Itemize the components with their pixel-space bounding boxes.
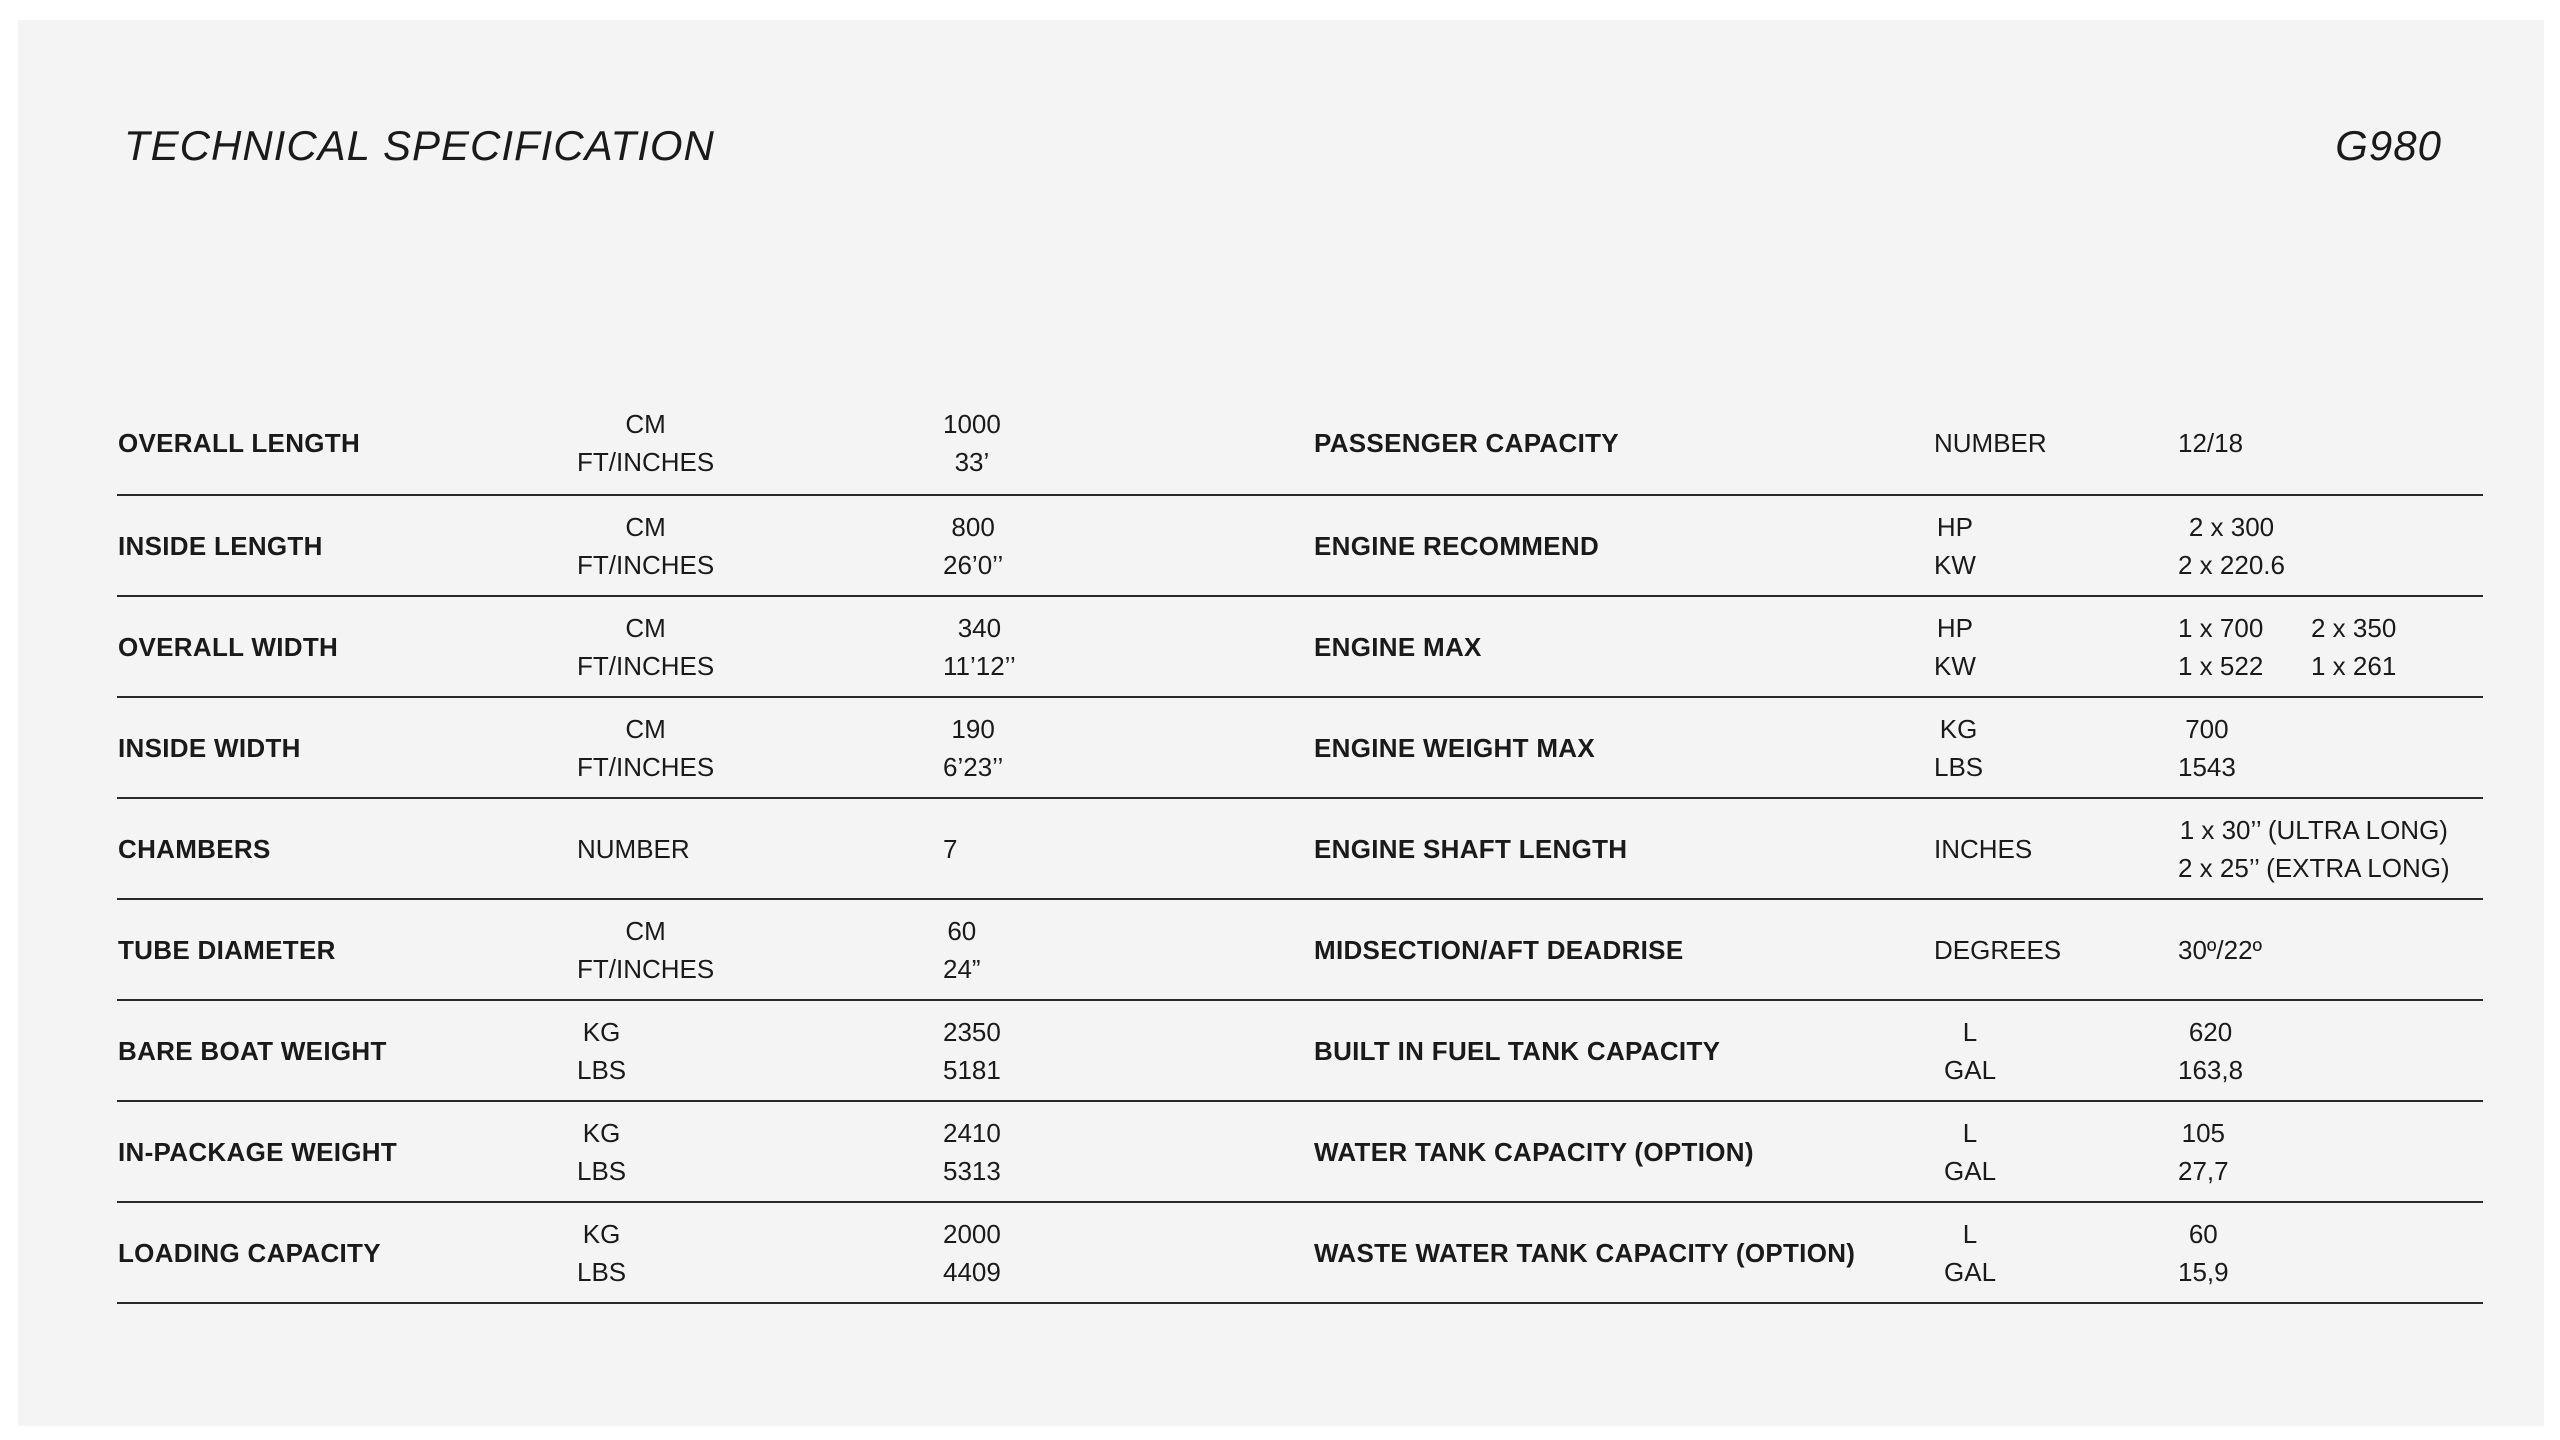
unit-text: CM [625, 511, 666, 542]
unit-text: HP [1936, 612, 1973, 643]
value-text: 5313 [943, 1155, 1001, 1186]
unit-text: CM [625, 409, 666, 439]
spec-units [577, 496, 714, 595]
spec-label: IN-PACKAGE WEIGHT [118, 1136, 398, 1167]
value-text: 1543 [2178, 751, 2236, 782]
spec-units [577, 698, 714, 797]
value-text: 190 [951, 713, 995, 744]
value-text: 1 x 261 [2311, 650, 2397, 681]
spec-values [943, 1102, 1001, 1201]
spec-units [577, 597, 714, 696]
spec-units [1934, 1203, 1996, 1302]
spec-units [577, 1001, 626, 1100]
value-text: 800 [951, 511, 995, 542]
value-text: 2000 [943, 1218, 1001, 1249]
spec-row [117, 597, 2483, 698]
spec-row [117, 1001, 2483, 1102]
spec-table [117, 392, 2483, 1304]
spec-row [117, 799, 2483, 900]
spec-units [577, 1203, 626, 1302]
unit-text: KW [1934, 650, 1976, 681]
value-text: 6’23’’ [943, 751, 1004, 782]
spec-values [2178, 1203, 2229, 1302]
value-text: 27,7 [2178, 1155, 2229, 1186]
value-text: 1 x 30’’ (ULTRA LONG) [2179, 814, 2448, 845]
spec-units [1934, 392, 2047, 494]
value-text: 1 x 522 [2178, 650, 2264, 681]
spec-label: INSIDE LENGTH [118, 530, 323, 561]
spec-values [943, 1203, 1001, 1302]
spec-label: OVERALL LENGTH [118, 428, 361, 458]
value-text: 5181 [943, 1054, 1001, 1085]
spec-units [577, 1102, 626, 1201]
unit-text: FT/INCHES [577, 650, 715, 681]
unit-text: CM [625, 915, 666, 946]
spec-units [1934, 496, 1976, 595]
spec-values [943, 1001, 1001, 1100]
unit-text: FT/INCHES [577, 751, 715, 782]
spec-row [117, 698, 2483, 799]
value-text: 60 [2188, 1218, 2218, 1249]
spec-label: WATER TANK CAPACITY (OPTION) [1314, 1136, 1754, 1167]
unit-text: KG [582, 1117, 621, 1148]
spec-values [2178, 900, 2262, 999]
value-text: 33’ [954, 447, 990, 477]
value-text: 163,8 [2178, 1054, 2244, 1085]
unit-text: FT/INCHES [577, 447, 715, 477]
unit-text: NUMBER [1934, 428, 2047, 458]
spec-label: ENGINE MAX [1314, 631, 1482, 662]
value-text: 26’0’’ [943, 549, 1004, 580]
spec-label: WASTE WATER TANK CAPACITY (OPTION) [1314, 1237, 1856, 1268]
spec-values [943, 597, 1016, 696]
spec-values [2178, 799, 2450, 898]
spec-values [2178, 1001, 2243, 1100]
spec-row [117, 900, 2483, 1001]
value-text: 105 [2181, 1117, 2225, 1148]
value-text: 620 [2188, 1016, 2233, 1047]
value-text: 1 x 700 [2178, 612, 2264, 643]
spec-label: BUILT IN FUEL TANK CAPACITY [1314, 1035, 1721, 1066]
unit-text: GAL [1944, 1054, 1997, 1085]
value-text: 2 x 25’’ (EXTRA LONG) [2178, 852, 2450, 883]
spec-units [1934, 1102, 1996, 1201]
page-title: TECHNICAL SPECIFICATION [124, 122, 715, 169]
value-text: 24” [943, 953, 981, 984]
spec-values [943, 496, 1003, 595]
unit-text: LBS [577, 1054, 627, 1085]
value-text: 2350 [943, 1016, 1001, 1047]
spec-row [117, 392, 2483, 496]
spec-values [2178, 392, 2243, 494]
unit-text: DEGREES [1934, 934, 2062, 965]
spec-label: OVERALL WIDTH [118, 631, 339, 662]
spec-label: PASSENGER CAPACITY [1314, 428, 1619, 458]
spec-label: INSIDE WIDTH [118, 732, 301, 763]
unit-text: HP [1936, 511, 1973, 542]
unit-text: LBS [577, 1256, 627, 1287]
unit-text: KG [1939, 713, 1978, 744]
value-text: 1000 [943, 409, 1001, 439]
value-pair [2178, 647, 2396, 685]
spec-sheet [18, 20, 2544, 1426]
value-text: 340 [957, 612, 1002, 643]
value-text: 700 [2185, 713, 2229, 744]
unit-text: L [1962, 1016, 1978, 1047]
unit-text: LBS [577, 1155, 627, 1186]
spec-units [1934, 597, 1976, 696]
value-text: 30º/22º [2178, 934, 2263, 965]
spec-units [1934, 900, 2061, 999]
spec-label: CHAMBERS [118, 833, 271, 864]
spec-values [2178, 698, 2236, 797]
unit-text: CM [625, 612, 666, 643]
value-text: 15,9 [2178, 1256, 2229, 1287]
unit-text: LBS [1934, 751, 1984, 782]
value-text: 2410 [943, 1117, 1001, 1148]
spec-values [943, 900, 981, 999]
spec-label: LOADING CAPACITY [118, 1237, 381, 1268]
unit-text: KW [1934, 549, 1976, 580]
spec-values [2178, 496, 2285, 595]
unit-text: KG [582, 1218, 621, 1249]
spec-units [1934, 698, 1983, 797]
spec-units [1934, 1001, 1996, 1100]
spec-values [2178, 597, 2396, 696]
value-text: 2 x 220.6 [2178, 549, 2285, 580]
unit-text: FT/INCHES [577, 953, 715, 984]
spec-label: ENGINE SHAFT LENGTH [1314, 833, 1628, 864]
spec-row [117, 496, 2483, 597]
unit-text: L [1962, 1117, 1978, 1148]
unit-text: CM [625, 713, 666, 744]
spec-row [117, 1102, 2483, 1203]
spec-values [943, 698, 1003, 797]
spec-units [577, 799, 690, 898]
model-name: G980 [2335, 122, 2442, 169]
unit-text: INCHES [1934, 833, 2033, 864]
value-text: 60 [947, 915, 977, 946]
value-pair [2178, 609, 2396, 647]
spec-label: MIDSECTION/AFT DEADRISE [1314, 934, 1684, 965]
spec-label: ENGINE RECOMMEND [1314, 530, 1600, 561]
spec-units [1934, 799, 2032, 898]
spec-values [943, 799, 957, 898]
unit-text: KG [582, 1016, 621, 1047]
spec-row [117, 1203, 2483, 1304]
spec-values [2178, 1102, 2229, 1201]
spec-units [577, 900, 714, 999]
spec-label: BARE BOAT WEIGHT [118, 1035, 387, 1066]
value-text: 2 x 350 [2311, 612, 2397, 643]
spec-values [943, 392, 1001, 494]
unit-text: GAL [1944, 1155, 1997, 1186]
value-text: 12/18 [2178, 428, 2244, 458]
value-text: 7 [943, 833, 958, 864]
spec-label: TUBE DIAMETER [118, 934, 336, 965]
value-text: 2 x 300 [2188, 511, 2275, 542]
unit-text: GAL [1944, 1256, 1997, 1287]
spec-units [577, 392, 714, 494]
value-text: 11’12’’ [943, 650, 1016, 681]
unit-text: FT/INCHES [577, 549, 715, 580]
spec-label: ENGINE WEIGHT MAX [1314, 732, 1595, 763]
value-text: 4409 [943, 1256, 1001, 1287]
unit-text: NUMBER [577, 833, 690, 864]
unit-text: L [1962, 1218, 1978, 1249]
